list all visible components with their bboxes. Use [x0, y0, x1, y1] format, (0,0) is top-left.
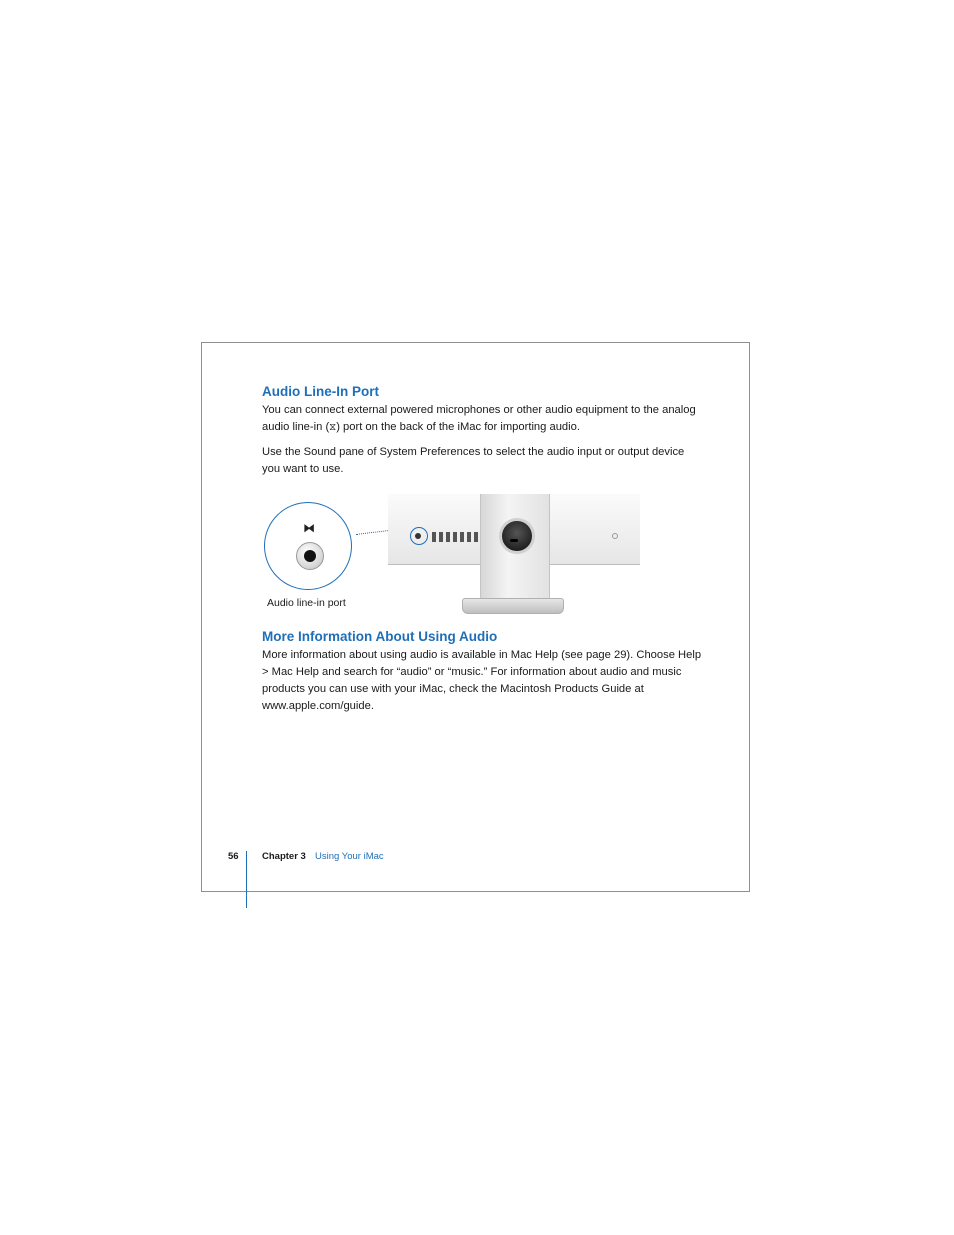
- paragraph-line-in-intro: [262, 402, 702, 436]
- port: [474, 532, 478, 542]
- figure-imac-back: [262, 494, 642, 616]
- audio-line-in-icon: ⧖: [329, 422, 337, 433]
- port: [432, 532, 436, 542]
- paragraph-more-information: More information about using audio is available in Mac Help (see page 29). Choose Help > Mac Help and search for “audio” or “music.” For information about audio and music products you can use with your iMac, check the Macintosh Products Guide at www.apple.com/guide.: [262, 649, 702, 712]
- section-title-audio-line-in: Audio Line-In Port: [262, 384, 379, 399]
- stand-cable-hole: [499, 518, 535, 554]
- section-more-information: [262, 628, 702, 715]
- imac-stand: [480, 494, 550, 604]
- port: [453, 532, 457, 542]
- chapter-label: Chapter 3: [262, 851, 306, 862]
- chapter-title: Using Your iMac: [315, 851, 384, 862]
- imac-stand-foot: [462, 598, 564, 614]
- footer-divider: [246, 851, 247, 908]
- paragraph-sound-pane: Use the Sound pane of System Preferences to select the audio input or output device you want to use.: [262, 446, 685, 475]
- power-button-illustration: [612, 533, 618, 539]
- figure-caption: Audio line-in port: [267, 597, 346, 609]
- port: [446, 532, 450, 542]
- line-in-port-dot: [415, 533, 421, 539]
- page-number: 56: [228, 851, 239, 862]
- section-audio-line-in: [262, 383, 702, 478]
- port: [467, 532, 471, 542]
- audio-jack-illustration: [296, 542, 324, 570]
- port: [460, 532, 464, 542]
- audio-line-in-icon: ⧓: [303, 521, 315, 535]
- paragraph-text: ) port on the back of the iMac for importing audio.: [336, 421, 580, 433]
- audio-jack-hole: [304, 550, 316, 562]
- paragraph-text: You can connect external powered microphones or other audio equipment to the analog audio line-in (: [262, 404, 696, 433]
- port: [439, 532, 443, 542]
- stand-notch: [510, 539, 518, 542]
- callout-circle: [264, 502, 352, 590]
- section-title-more-information: More Information About Using Audio: [262, 629, 498, 644]
